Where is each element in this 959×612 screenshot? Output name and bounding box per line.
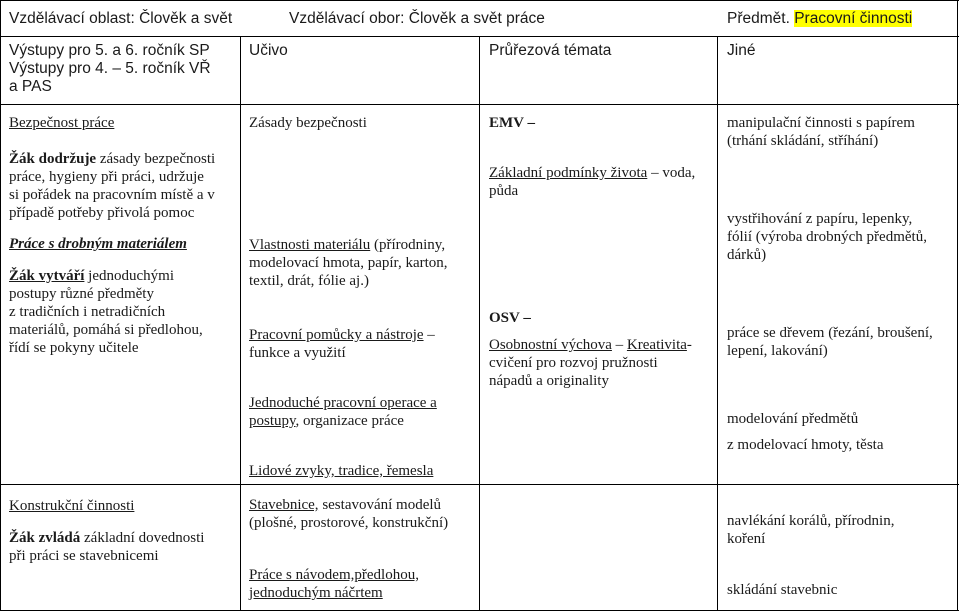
text-line: z tradičních i netradičních — [9, 304, 166, 320]
column-header-ucivo: Učivo — [249, 42, 288, 59]
predmet-label: Předmět. — [727, 10, 790, 27]
text-rest: – — [423, 327, 435, 343]
tema-osv — [489, 309, 715, 390]
vystupy-line-1: Výstupy pro 5. a 6. ročník SP — [9, 42, 210, 59]
jine-modelovaci-hmota: z modelovací hmoty, těsta — [727, 437, 884, 453]
border-col1 — [240, 36, 241, 611]
text-line: lepení, lakování) — [727, 343, 828, 359]
text-line: navlékání korálů, přírodnin, — [727, 513, 895, 529]
text-line: nápadů a originality — [489, 373, 609, 389]
tema-emv — [489, 114, 715, 200]
text-line: (trhání skládání, stříhání) — [727, 133, 879, 149]
ucivo-lidove-zvyky: Lidové zvyky, tradice, řemesla — [249, 463, 434, 479]
text-rest: jednoduchými — [84, 268, 174, 284]
bold-text: Žák zvládá — [9, 530, 81, 546]
tema-title: OSV – — [489, 310, 531, 326]
ucivo-stavebnice — [249, 496, 477, 532]
ucivo-zasady-bezpecnosti: Zásady bezpečnosti — [249, 115, 367, 131]
section-title: Konstrukční činnosti — [9, 498, 135, 514]
text-line: funkce a využití — [249, 345, 346, 361]
border-right — [957, 0, 958, 611]
underlined-text: Kreativita — [626, 337, 687, 353]
text-line — [9, 150, 237, 168]
header-predmet — [727, 10, 912, 28]
underlined-text: Pracovní pomůcky a nástroje — [249, 327, 424, 343]
text-line — [9, 267, 237, 285]
text-line: případě potřeby přivolá pomoc — [9, 205, 195, 221]
text-line: Jednoduché pracovní operace a — [249, 395, 437, 411]
border-top — [0, 0, 959, 1]
text-rest: zásady bezpečnosti — [96, 151, 216, 167]
underlined-text: Základní podmínky života — [489, 165, 648, 181]
column-header-prurezova-temata: Průřezová témata — [489, 42, 612, 59]
ucivo-pracovni-operace — [249, 394, 477, 430]
jine-modelovani: modelování předmětů — [727, 411, 859, 427]
bold-text: Žák dodržuje — [9, 151, 97, 167]
text-rest: základní dovednosti — [80, 530, 205, 546]
text-line: fólií (výroba drobných předmětů, — [727, 229, 927, 245]
underlined-text: Stavebnice, — [249, 497, 319, 513]
jine-vystrihovani — [727, 210, 955, 264]
tema-title: EMV – — [489, 115, 535, 131]
vystupy-line-3: a PAS — [9, 78, 52, 95]
ucivo-pracovni-pomucky — [249, 326, 477, 362]
text-line — [249, 496, 477, 514]
jine-manipulacni-cinnosti — [727, 114, 955, 150]
text-line — [249, 412, 477, 430]
underlined-text: postupy — [249, 413, 296, 429]
jine-skladani-stavebnic: skládání stavebnic — [727, 582, 838, 598]
predmet-value: Pracovní činnosti — [794, 10, 913, 27]
text-rest: , organizace práce — [295, 413, 404, 429]
column-header-jine: Jiné — [727, 42, 756, 59]
section-bezpecnost-prace — [9, 114, 237, 222]
text-mid: – — [611, 337, 627, 353]
text-line: (plošné, prostorové, konstrukční) — [249, 515, 449, 531]
text-line: koření — [727, 531, 766, 547]
text-line: půda — [489, 183, 519, 199]
header-vzdelavaci-obor: Vzdělávací obor: Člověk a svět práce — [289, 10, 545, 27]
underlined-text: Vlastnosti materiálu — [249, 237, 371, 253]
text-line — [489, 336, 715, 354]
text-line: dárků) — [727, 247, 767, 263]
text-line: Práce s návodem,předlohou, — [249, 567, 419, 583]
ucivo-vlastnosti-materialu — [249, 236, 477, 290]
text-line — [249, 236, 477, 254]
border-col2 — [479, 36, 480, 611]
section-title: Bezpečnost práce — [9, 115, 115, 131]
vystupy-line-2: Výstupy pro 4. – 5. ročník VŘ — [9, 60, 211, 77]
text-line: práce se dřevem (řezání, broušení, — [727, 325, 933, 341]
text-line: si pořádek na pracovním místě a v — [9, 187, 215, 203]
text-line — [489, 164, 715, 182]
bold-text: Žák vytváří — [9, 268, 85, 284]
border-left — [0, 0, 1, 611]
text-line: materiálů, pomáhá si předlohou, — [9, 322, 203, 338]
jine-navlekani — [727, 512, 955, 548]
header-vzdelavaci-oblast: Vzdělávací oblast: Člověk a svět — [9, 10, 233, 27]
text-line — [249, 326, 477, 344]
text-line — [9, 529, 237, 547]
text-rest: - — [686, 337, 692, 353]
text-line: jednoduchým náčrtem — [249, 585, 383, 601]
section-konstrukcni-cinnosti — [9, 497, 237, 565]
jine-prace-se-drevem — [727, 324, 955, 360]
border-col3 — [717, 36, 718, 611]
text-line: textil, drát, fólie aj.) — [249, 273, 369, 289]
section-title: Práce s drobným materiálem — [9, 236, 187, 252]
text-line: postupy různé předměty — [9, 286, 154, 302]
text-line: manipulační činnosti s papírem — [727, 115, 915, 131]
text-rest: – voda, — [647, 165, 696, 181]
text-line: práce, hygieny při práci, udržuje — [9, 169, 204, 185]
text-line: vystřihování z papíru, lepenky, — [727, 211, 913, 227]
text-line: řídí se pokyny učitele — [9, 340, 139, 356]
text-rest: sestavování modelů — [318, 497, 442, 513]
section-prace-s-drobnym-materialem — [9, 235, 237, 357]
underlined-text: Osobnostní výchova — [489, 337, 612, 353]
text-line: cvičení pro rozvoj pružnosti — [489, 355, 658, 371]
text-rest: (přírodniny, — [370, 237, 446, 253]
column-header-vystupy — [9, 42, 211, 96]
text-line: modelovací hmota, papír, karton, — [249, 255, 448, 271]
ucivo-prace-s-navodem — [249, 566, 477, 602]
text-line: při práci se stavebnicemi — [9, 548, 159, 564]
